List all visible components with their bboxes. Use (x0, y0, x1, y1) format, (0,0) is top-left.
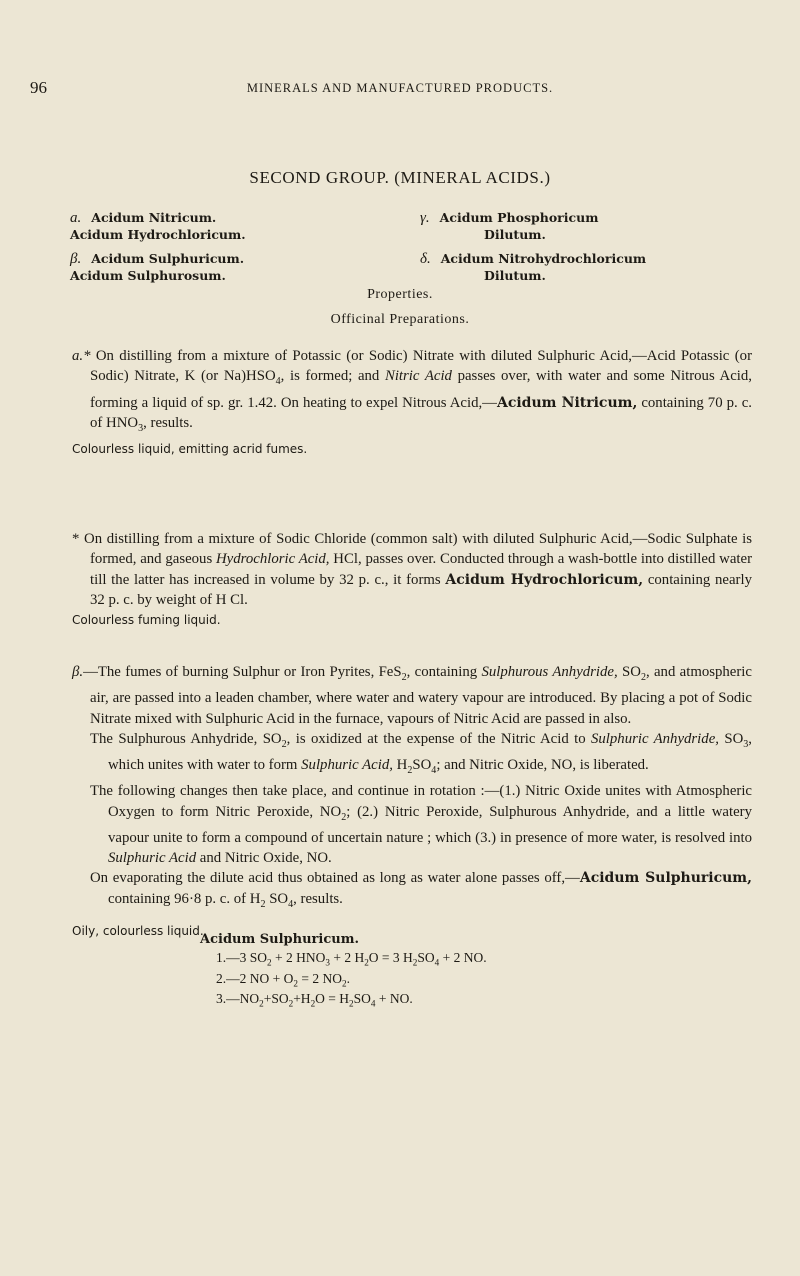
sulphuric-paragraph-1: β.—The fumes of burning Sulphur or Iron Pyrites, FeS$_2$, containing Sulphurous Anhydride, $SO_2$, and atmospheric air, are passed into a leaden chamber, where water and watery vapour are introduced. By placing a pot of Sodic Nitrate mixed with Sulphuric Acid in the furnace, vapours of Nitric Acid are passed in also. (72, 664, 752, 727)
toc-label: Acidum Hydrochloricum. (70, 227, 246, 242)
properties-heading: Properties. (367, 287, 433, 302)
toc-item-delta (420, 251, 646, 283)
page-header (0, 78, 800, 102)
sulphuric-paragraph-4: On evaporating the dilute acid thus obtained as long as water alone passes off,—Acidum Sulphuricum, containing 96·8 p. c. of $H_2$ $SO_4$, results. (90, 870, 752, 910)
sulphuric-paragraph-3: The following changes then take place, and continue in rotation :—(1.) Nitric Oxide unites with Atmospheric Oxygen to form Nitric Peroxide, $NO_2$; (2.) Nitric Peroxide, Sulphurous Anhydride, and a little watery vapour unite to form a compound of uncertain nature ; which (3.) in presence of more water, is resolved into Sulphuric Acid and Nitric Oxide, NO. (90, 783, 752, 867)
officinal-heading: Officinal Preparations. (330, 312, 470, 327)
toc-label: Acidum Sulphuricum. (91, 251, 245, 266)
product-name: Acidum Sulphuricum, (579, 870, 752, 887)
hydrochloric-paragraph: * On distilling from a mixture of Sodic Chloride (common salt) with diluted Sulphuric Acid,—Sodic Sulphate is formed, and gaseous Hydrochloric Acid, HCl, passes over. Conducted through a wash-bottle into distilled water till the latter has increased in volume by 32 p. c., it forms Acidum Hydrochloricum, containing nearly 32 p. c. by weight of H Cl. (72, 531, 753, 608)
page-number: 96 (30, 78, 47, 97)
toc-label: Dilutum. (484, 268, 546, 283)
section-marker: * (72, 531, 80, 547)
hydrochloric-section (72, 529, 752, 630)
product-name: Acidum Nitricum, (496, 394, 638, 411)
equation-1: 1.—3 $SO_2 + 2$ $HNO_3 + 2$ $H_2O = 3$ $H_2SO_4 + 2$ NO. (216, 950, 487, 968)
equation-2: 2.—2 NO + $O_2 = 2$ $NO_2$. (216, 970, 350, 989)
toc-label: Dilutum. (484, 227, 546, 242)
toc-label: Acidum Phosphoricum (439, 210, 599, 225)
nitric-paragraph: a.* On distilling from a mixture of Potassic (or Sodic) Nitrate with diluted Sulphuric Acid,—Acid Potassic (or Sodic) Nitrate, K (or $Na)HSO_4$, is formed; and Nitric Acid passes over, with water and some Nitrous Acid, forming a liquid of sp. gr. 1.42. On heating to expel Nitrous Acid,—Acidum Nitricum, containing 70 p. c. of $HNO_3$, results. (72, 348, 752, 434)
sulphuric-paragraph-2: The Sulphurous Anhydride, $SO_2$, is oxidized at the expense of the Nitric Acid to Sulphuric Anhydride, $SO_3$, which unites with water to form Sulphuric Acid, $H_2SO_4$; and Nitric Oxide, NO, is liberated. (90, 730, 752, 777)
toc-label: Acidum Nitrohydrochloricum (440, 251, 647, 266)
nitric-section (72, 346, 752, 459)
toc-label: Acidum Nitricum. (91, 210, 217, 225)
reaction-equations (200, 932, 720, 1012)
toc-label: Acidum Sulphurosum. (70, 268, 226, 283)
sulphuric-note: Oily, colourless liquid. (72, 924, 204, 939)
group-title: SECOND GROUP. (MINERAL ACIDS.) (249, 168, 551, 187)
equations-title: Acidum Sulphuricum. (200, 932, 359, 947)
greek-marker: γ. (420, 210, 430, 226)
section-marker: a.* (72, 348, 91, 364)
section-marker: β. (72, 664, 84, 680)
nitric-note: Colourless liquid, emitting acrid fumes. (72, 442, 308, 457)
greek-marker: δ. (420, 251, 431, 267)
sulphuric-section (72, 662, 752, 941)
running-head: MINERALS AND MANUFACTURED PRODUCTS. (246, 81, 554, 95)
toc-item-gamma (420, 210, 598, 242)
toc-item-alpha (70, 210, 246, 242)
greek-marker: β. (70, 251, 82, 267)
greek-marker: a. (70, 210, 82, 226)
toc-item-beta (70, 251, 244, 283)
equation-3: $3.—NO_2+SO_2+H_2O = H_2SO_4$ + NO. (216, 991, 413, 1010)
product-name: Acidum Hydrochloricum, (445, 571, 644, 588)
hydrochloric-note: Colourless fuming liquid. (72, 613, 221, 628)
